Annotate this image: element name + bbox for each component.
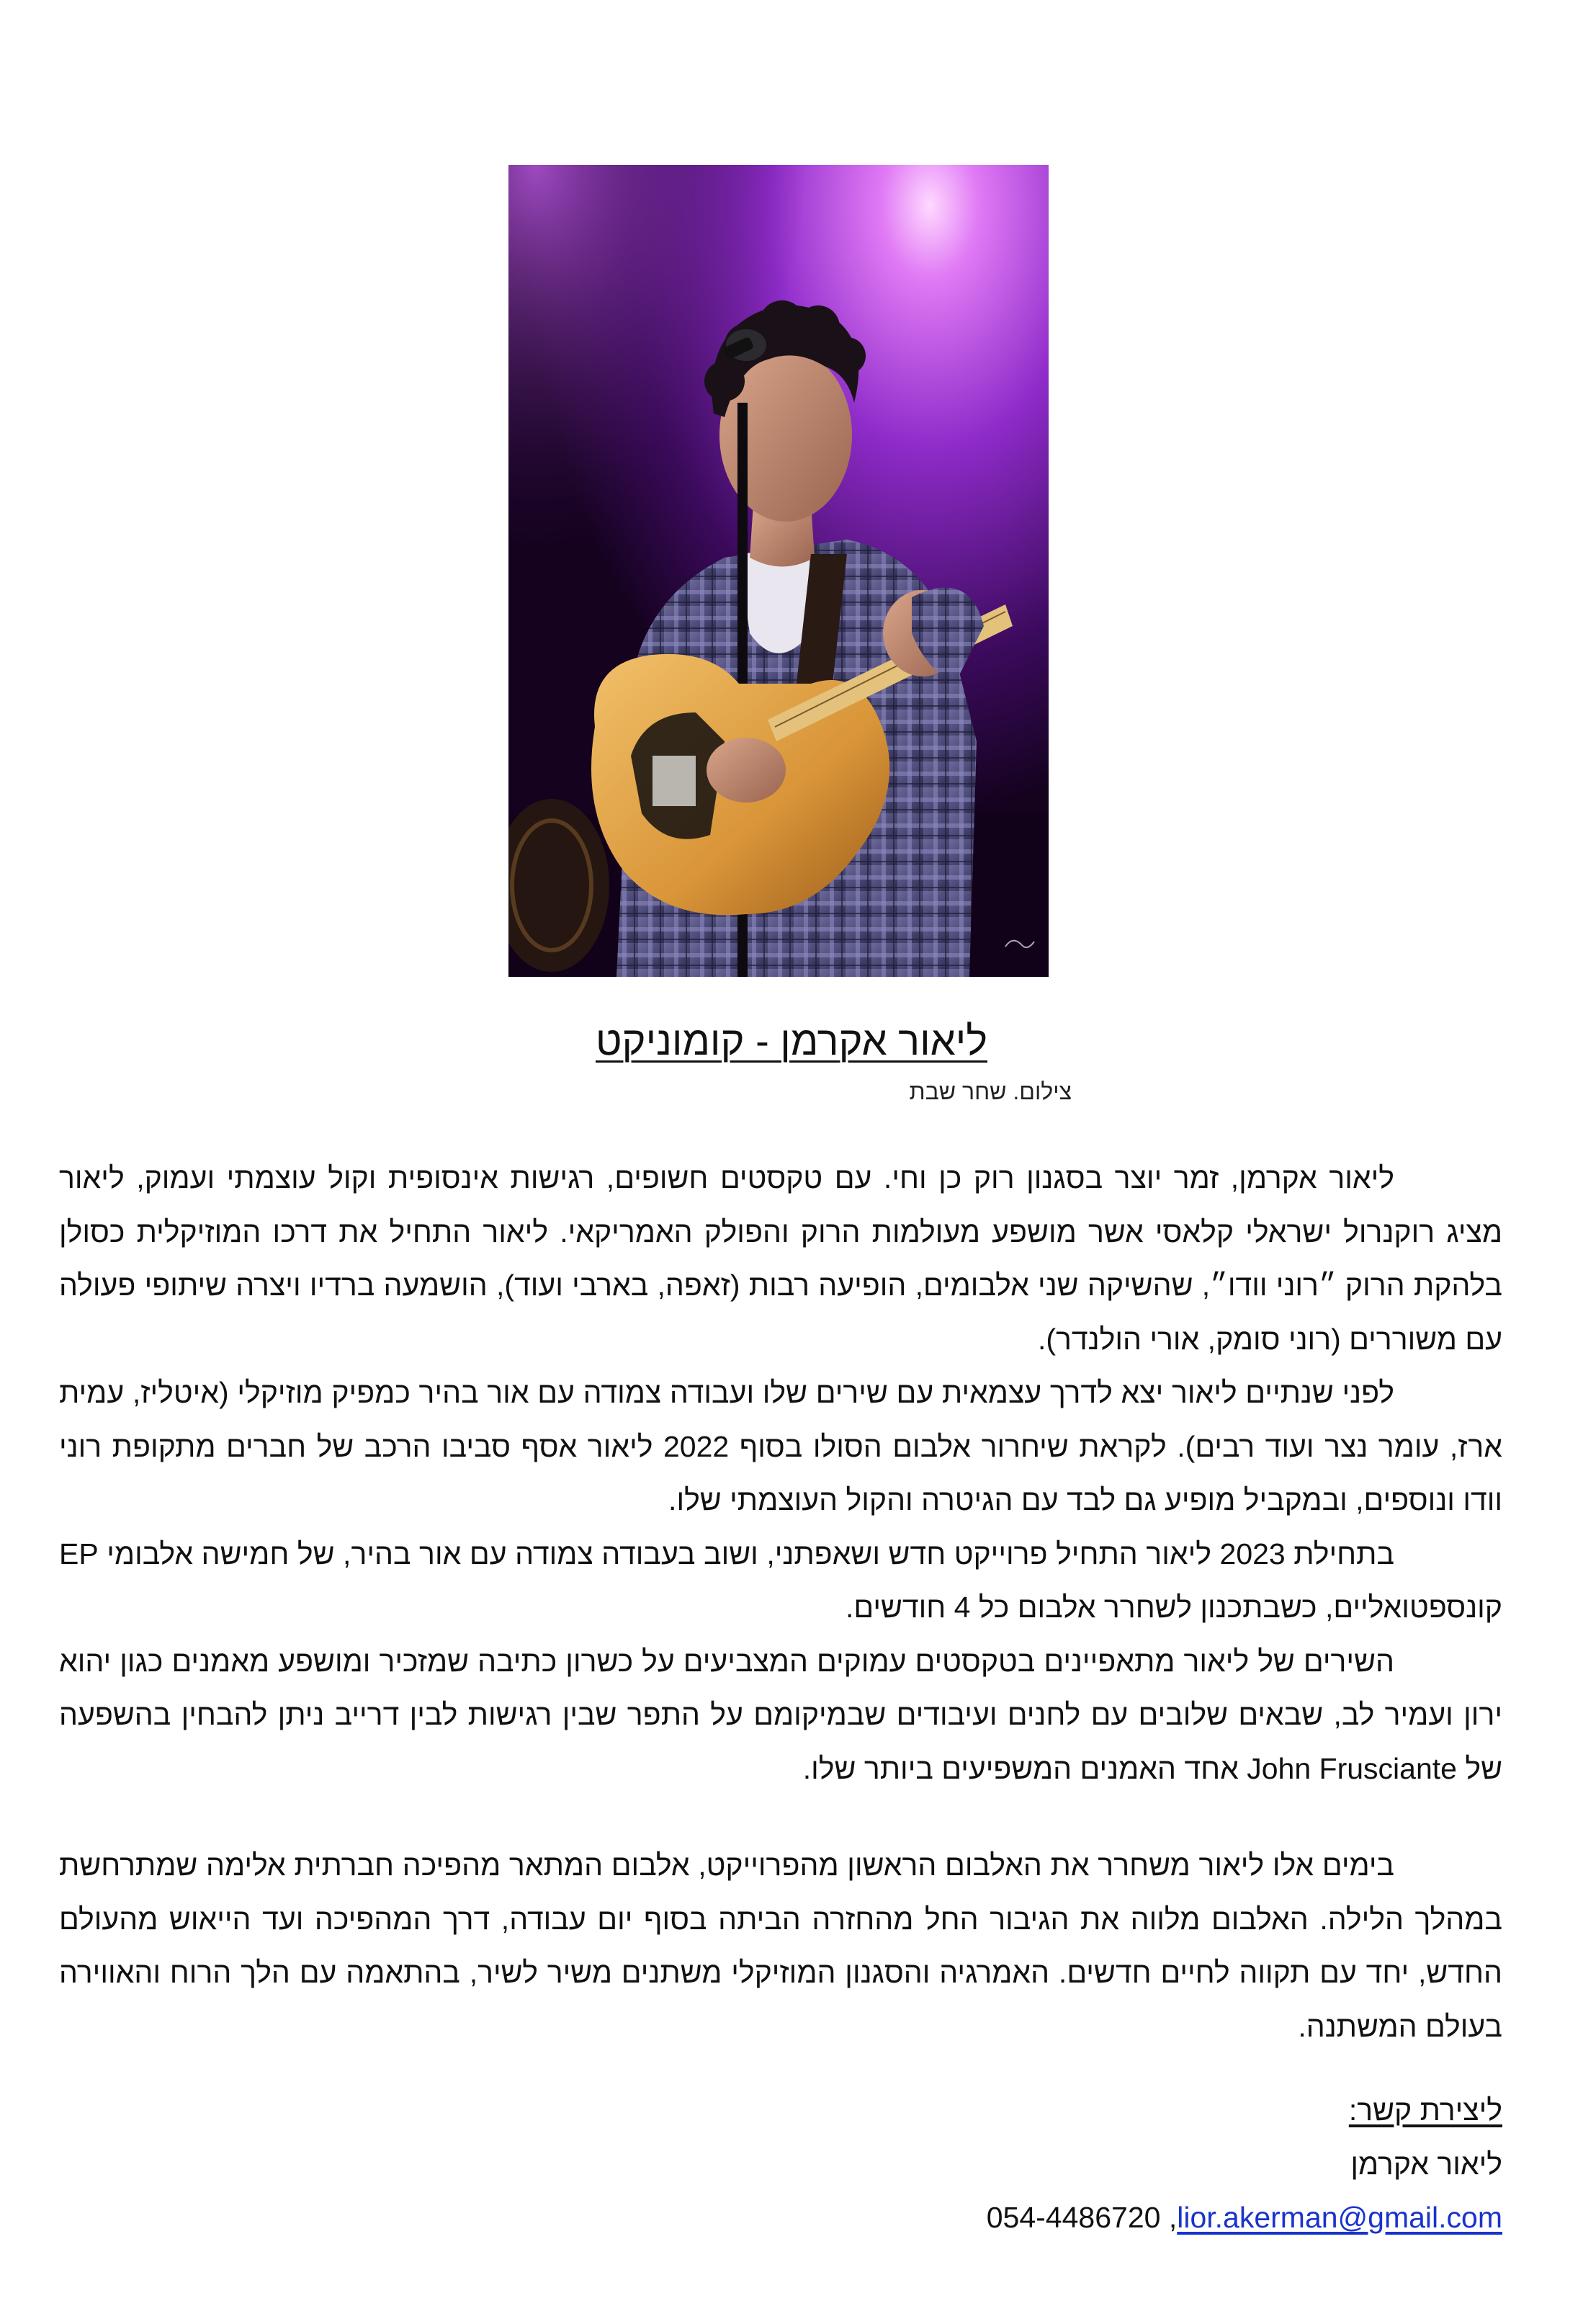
contact-line [987,2191,1502,2245]
contact-phone: 054-4486720 [986,2201,1161,2234]
paragraph-solo: לפני שנתיים ליאור יצא לדרך עצמאית עם שירים שלו ועבודה צמודה עם אור בהיר כמפיק מוזיקלי (איטליז, עמית ארז, עומר נצר ועוד רבים). לקראת שיחרור אלבום הסולו בסוף 2022 ליאור אסף סביבו הרכב של חברים מתקופת רוני וודו ונוספים, ובמקביל מופיע גם לבד עם הגיטרה והקול העוצמתי שלו. [59,1376,1502,1516]
paragraph-songs: השירים של ליאור מתאפיינים בטקסטים עמוקים המצביעים על כשרון כתיבה שמזכיר ומושפע מאמנים כגון יהוא ירון ועמיר לב, שבאים שלובים עם לחנים ועיבודים שבמיקומם על התפר שבין רגישות לבין דרייב ניתן להבחין בהשפעה של John Frusciante אחד האמנים המשפיעים ביותר שלו. [59,1644,1502,1785]
page-title: ליאור אקרמן - קומוניקט [595,1018,988,1063]
contact-separator: , [1160,2201,1178,2234]
contact-heading: ליצירת קשר: [1348,2093,1502,2127]
article-body [59,1151,1502,2053]
paragraph-project: בתחילת 2023 ליאור התחיל פרוייקט חדש ושאפתני, ושוב בעבודה צמודה עם אור בהיר, של חמישה אלבומי EP קונספטואליים, כשבתכנון לשחרר אלבום כל 4 חודשים. [59,1537,1502,1624]
contact-email-link[interactable]: lior.akerman@gmail.com [1177,2201,1502,2234]
contact-block [987,2083,1502,2245]
performer-photo [508,165,1049,977]
photo-credit: צילום. שחר שבת [909,1078,1072,1104]
paragraph-intro: ליאור אקרמן, זמר יוצר בסגנון רוק כן וחי. עם טקסטים חשופים, רגישות אינסופית וקול עוצמתי ועמוק, ליאור מציג רוקנרול ישראלי קלאסי אשר מושפע מעולמות הרוק והפולק האמריקאי. ליאור התחיל את דרכו המוזיקלית כסולן בלהקת הרוק ״רוני וודו״, שהשיקה שני אלבומים, הופיעה רבות (זאפה, בארבי ועוד), הושמעה ברדיו ויצרה שיתופי פעולה עם משוררים (רוני סומק, אורי הולנדר). [59,1161,1502,1356]
performer-photo-graphic [508,165,1049,977]
contact-name: ליאור אקרמן [1350,2147,1502,2181]
paragraph-album: בימים אלו ליאור משחרר את האלבום הראשון מהפרוייקט, אלבום המתאר מהפיכה חברתית אלימה שמתרחשת במהלך הלילה. האלבום מלווה את הגיבור החל מהחזרה הביתה בסוף יום עבודה, דרך המהפיכה ועד הייאוש מהעולם החדש, יחד עם תקווה לחיים חדשים. האמרגיה והסגנון המוזיקלי משתנים משיר לשיר, בהתאמה עם הלך הרוח והאווירה בעולם המשתנה. [59,1849,1502,2043]
